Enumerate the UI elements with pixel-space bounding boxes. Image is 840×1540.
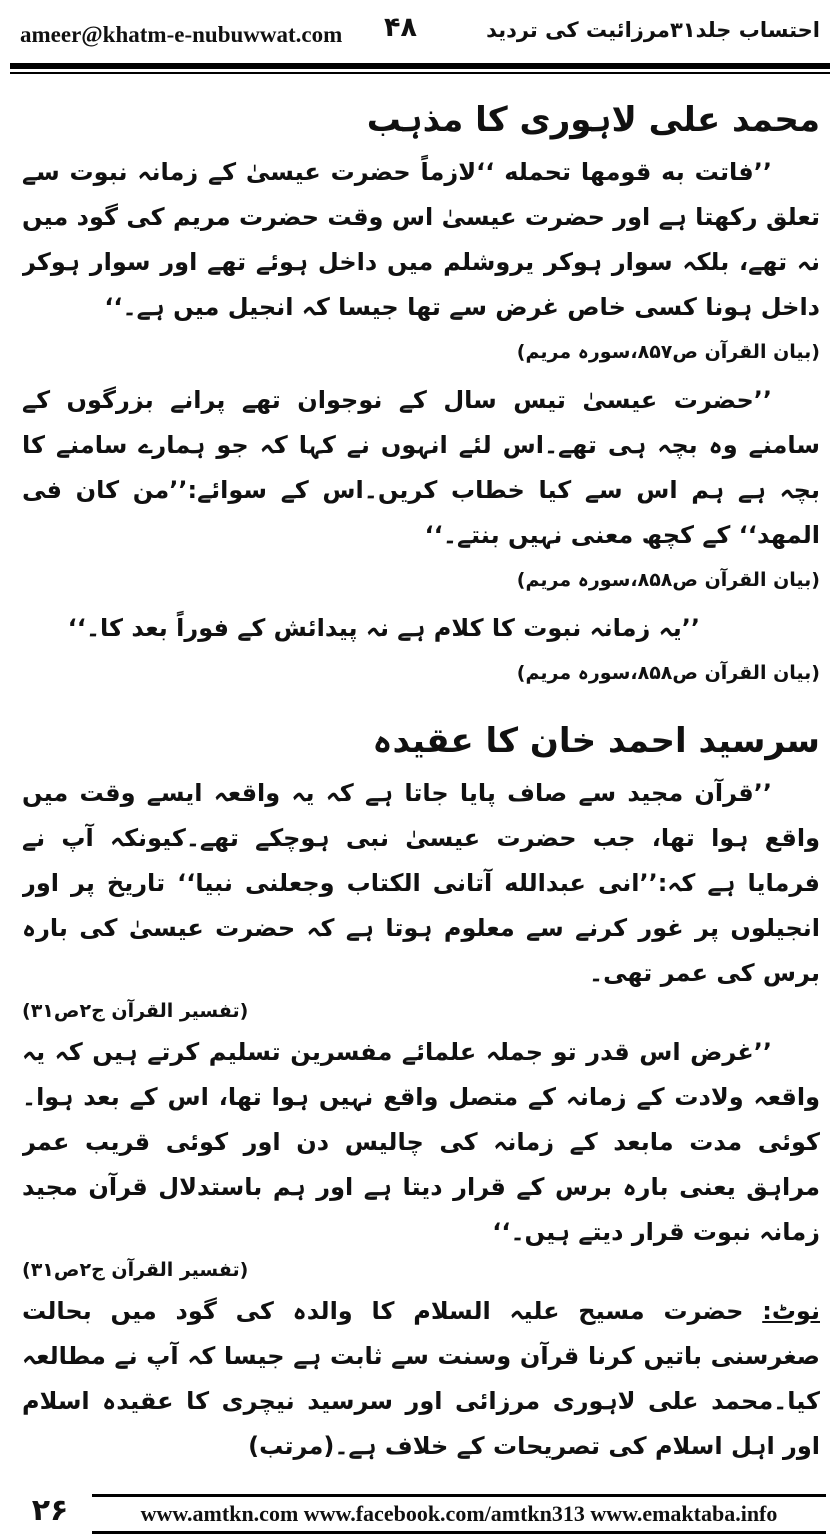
- citation: (بیان القرآن ص۸۵۷،سورہ مریم): [516, 341, 820, 363]
- page-footer: [0, 1484, 840, 1540]
- footer-url-bar: [92, 1494, 826, 1534]
- header-page-number: ۴۸: [384, 12, 417, 43]
- citation: (بیان القرآن ص۸۵۸،سورہ مریم): [516, 569, 820, 591]
- quote-paragraph: ’’غرض اس قدر تو جملہ علمائے مفسرین تسلیم کرتے ہیں کہ یہ واقعہ ولادت کے زمانہ کے متصل واقع نہیں ہوا تھا، اس کے بعد ہوا۔کوئی مدت مابعد کے زمانہ کی چالیس دن اور کوئی قریب عمر مراہق یعنی بارہ برس کے قرار دیتا ہے اور ہم باستدلال قرآن مجید زمانہ نبوت قرار دیتے ہیں۔‘‘: [22, 1038, 820, 1246]
- citation: (تفسیر القرآن ج۲ص۳۱): [22, 1259, 249, 1281]
- quote-paragraph: ’’حضرت عیسیٰ تیس سال کے نوجوان تھے پرانے بزرگوں کے سامنے وہ بچہ ہی تھے۔اس لئے انہوں نے کہا کہ جو ہمارے سامنے کا بچہ ہے ہم اس سے کیا خطاب کریں۔اس کے سوائے:’’من کان فی المهد‘‘ کے کچھ معنی نہیں بنتے۔‘‘: [22, 386, 820, 549]
- quote-paragraph: ’’یہ زمانہ نبوت کا کلام ہے نہ پیدائش کے فوراً بعد کا۔‘‘: [67, 614, 700, 642]
- header-rule-thick: [10, 63, 830, 69]
- footer-urls: www.amtkn.com www.facebook.com/amtkn313 www.emaktaba.info: [140, 1501, 778, 1526]
- quote-paragraph: ’’فاتت به قومها تحمله ‘‘لازماً حضرت عیسیٰ کے زمانہ نبوت سے تعلق رکھتا ہے اور حضرت عیسیٰ اس وقت حضرت مریم کی گود میں نہ تھے، بلکہ سوار ہوکر یروشلم میں داخل ہوئے تھے اور سوار ہوکر داخل ہونا کسی خاص غرض سے تھا جیسا کہ انجیل میں ہے۔‘‘: [22, 158, 820, 321]
- citation: (تفسیر القرآن ج۲ص۳۱): [22, 1000, 249, 1022]
- note-text: حضرت مسیح علیہ السلام کا والدہ کی گود میں بحالت صغرسنی باتیں کرنا قرآن وسنت سے ثابت ہے جیسا کہ آپ نے مطالعہ کیا۔محمد علی لاہوری مرزائی اور سرسید نیچری کا عقیدہ اسلام اور اہل اسلام کی تصریحات کے خلاف ہے۔(مرتب): [22, 1297, 820, 1460]
- footer-page-number: ۲۶: [31, 1493, 69, 1528]
- footer-rule-top: [92, 1494, 826, 1497]
- header-rule-thin: [10, 72, 830, 74]
- quote-paragraph: ’’قرآن مجید سے صاف پایا جاتا ہے کہ یہ واقعہ ایسے وقت میں واقع ہوا تھا، جب حضرت عیسیٰ نبی ہوچکے تھے۔کیونکہ آپ نے فرمایا ہے کہ:’’انی عبدالله آتانی الکتاب وجعلنی نبیا‘‘ تاریخ پر اور انجیلوں پر غور کرنے سے معلوم ہوتا ہے کہ حضرت عیسیٰ کی بارہ برس کی عمر تھی۔: [22, 779, 820, 987]
- header-email: ameer@khatm-e-nubuwwat.com: [20, 22, 343, 47]
- section-heading-sir-syed: سرسید احمد خان کا عقیدہ: [372, 721, 820, 761]
- running-title: احتساب جلد۳۱مرزائیت کی تردید: [486, 18, 820, 42]
- note-label: نوٹ:: [762, 1297, 820, 1325]
- page-body: [22, 90, 820, 1480]
- page-header: [0, 0, 840, 62]
- footer-rule-bottom: [92, 1531, 826, 1534]
- citation: (بیان القرآن ص۸۵۸،سورہ مریم): [516, 662, 820, 684]
- section-heading-lahori: محمد علی لاہوری کا مذہب: [366, 100, 820, 140]
- note-paragraph: [22, 1289, 820, 1469]
